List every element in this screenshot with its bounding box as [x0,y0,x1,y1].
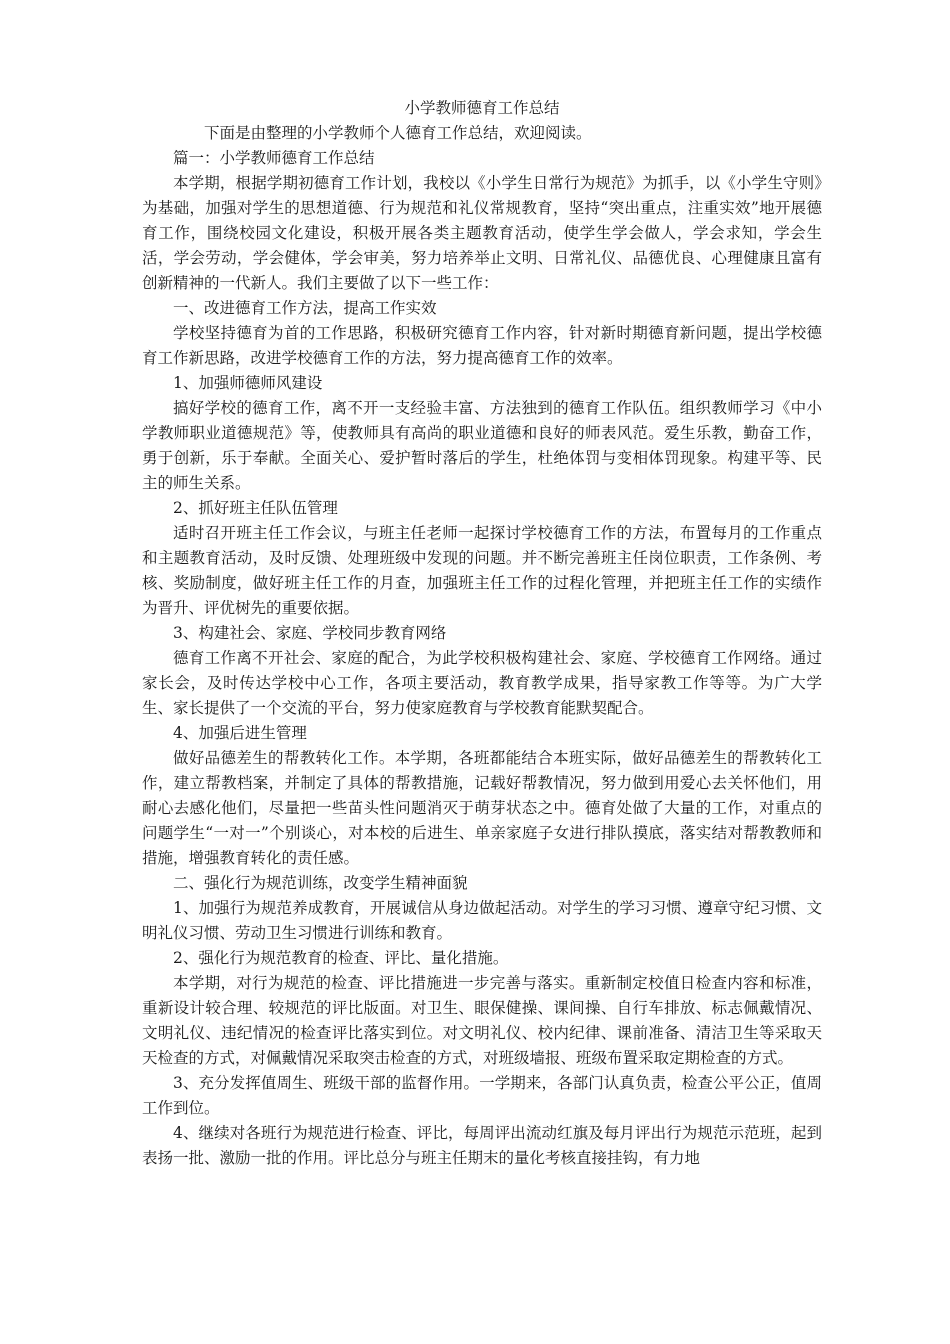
subsection-heading: 4、加强后进生管理 [173,724,307,742]
body-paragraph: 德育工作离不开社会、家庭的配合，为此学校积极构建社会、家庭、学校德育工作网络。通过家长会，及时传达学校中心工作，各项主要活动，教育教学成果，指导家教工作等等。为广大学生、家长提供了一个交流的平台，努力使家庭教育与学校教育能默契配合。 [142,649,822,717]
intro-paragraph: 下面是由整理的小学教师个人德育工作总结，欢迎阅读。 [204,124,592,142]
section-heading: 二、强化行为规范训练，改变学生精神面貌 [173,874,468,892]
section-heading: 一、改进德育工作方法，提高工作实效 [173,299,437,317]
section-heading: 篇一：小学教师德育工作总结 [173,149,375,167]
body-paragraph: 1、加强行为规范养成教育，开展诚信从身边做起活动。对学生的学习习惯、遵章守纪习惯、文明礼仪习惯、劳动卫生习惯进行训练和教育。 [142,899,822,942]
body-paragraph: 做好品德差生的帮教转化工作。本学期，各班都能结合本班实际，做好品德差生的帮教转化工作，建立帮教档案，并制定了具体的帮教措施，记载好帮教情况，努力做到用爱心去关怀他们，用耐心去感化他们，尽量把一些苗头性问题消灭于萌芽状态之中。德育处做了大量的工作，对重点的问题学生“一对一”个别谈心，对本校的后进生、单亲家庭子女进行排队摸底，落实结对帮教教师和措施，增强教育转化的责任感。 [142,749,822,867]
body-paragraph: 搞好学校的德育工作，离不开一支经验丰富、方法独到的德育工作队伍。组织教师学习《中小学教师职业道德规范》等，使教师具有高尚的职业道德和良好的师表风范。爱生乐教，勤奋工作，勇于创新，乐于奉献。全面关心、爱护暂时落后的学生，杜绝体罚与变相体罚现象。构建平等、民主的师生关系。 [142,399,822,492]
body-paragraph: 本学期，对行为规范的检查、评比措施进一步完善与落实。重新制定校值日检查内容和标准，重新设计较合理、较规范的评比版面。对卫生、眼保健操、课间操、自行车排放、标志佩戴情况、文明礼仪、违纪情况的检查评比落实到位。对文明礼仪、校内纪律、课前准备、清洁卫生等采取天天检查的方式，对佩戴情况采取突击检查的方式，对班级墙报、班级布置采取定期检查的方式。 [142,974,822,1067]
body-paragraph: 4、继续对各班行为规范进行检查、评比，每周评出流动红旗及每月评出行为规范示范班，起到表扬一批、激励一批的作用。评比总分与班主任期末的量化考核直接挂钩，有力地 [142,1124,822,1167]
document-title: 小学教师德育工作总结 [404,99,560,117]
body-paragraph: 学校坚持德育为首的工作思路，积极研究德育工作内容，针对新时期德育新问题，提出学校德育工作新思路，改进学校德育工作的方法，努力提高德育工作的效率。 [142,324,822,367]
document-page [142,96,822,1171]
subsection-heading: 2、抓好班主任队伍管理 [173,499,338,517]
subsection-heading: 3、构建社会、家庭、学校同步教育网络 [173,624,447,642]
body-paragraph: 适时召开班主任工作会议，与班主任老师一起探讨学校德育工作的方法，布置每月的工作重点和主题教育活动，及时反馈、处理班级中发现的问题。并不断完善班主任岗位职责，工作条例、考核、奖励制度，做好班主任工作的月查，加强班主任工作的过程化管理，并把班主任工作的实绩作为晋升、评优树先的重要依据。 [142,524,822,617]
body-paragraph: 3、充分发挥值周生、班级干部的监督作用。一学期来，各部门认真负责，检查公平公正，值周工作到位。 [142,1074,822,1117]
body-paragraph: 2、强化行为规范教育的检查、评比、量化措施。 [173,949,509,967]
subsection-heading: 1、加强师德师风建设 [173,374,323,392]
body-paragraph: 本学期，根据学期初德育工作计划，我校以《小学生日常行为规范》为抓手，以《小学生守则》为基础，加强对学生的思想道德、行为规范和礼仪常规教育，坚持“突出重点，注重实效”地开展德育工作，围绕校园文化建设，积极开展各类主题教育活动，使学生学会做人，学会求知，学会生活，学会劳动，学会健体，学会审美，努力培养举止文明、日常礼仪、品德优良、心理健康且富有创新精神的一代新人。我们主要做了以下一些工作： [142,174,822,292]
document-body [142,121,822,1171]
